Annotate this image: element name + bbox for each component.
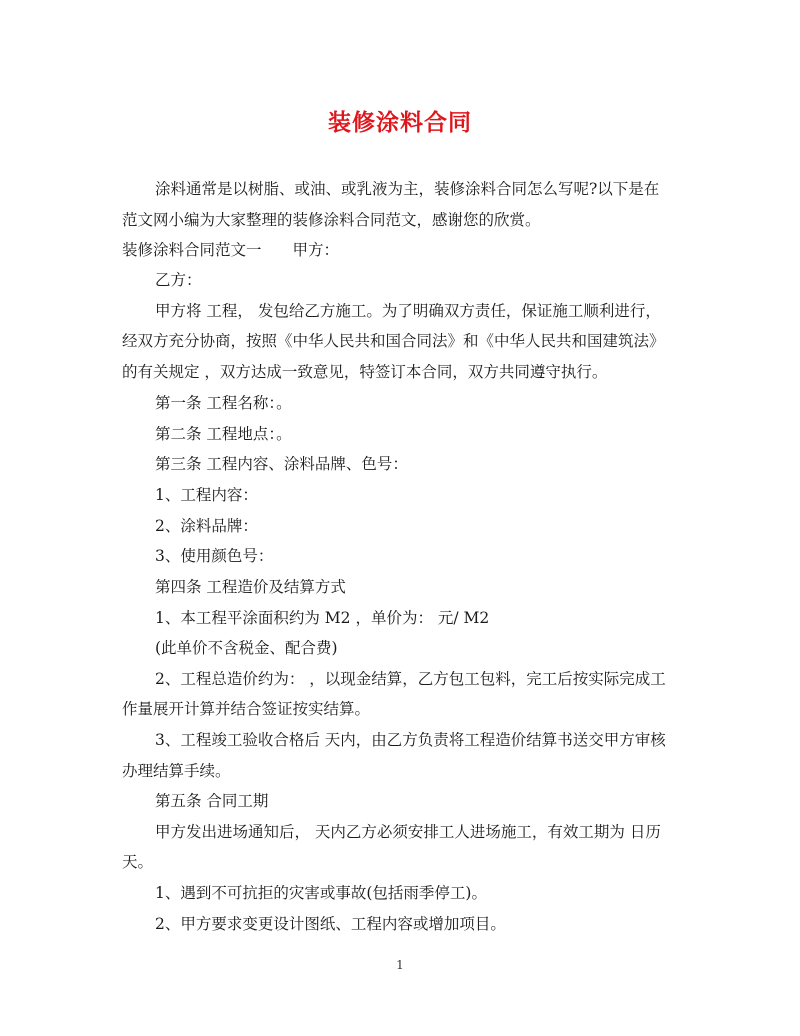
paragraph-line: 甲方发出进场通知后， 天内乙方必须安排工人进场施工，有效工期为 日历 — [155, 823, 661, 841]
paragraph-line: 第一条 工程名称：。 — [155, 394, 292, 412]
paragraph-line: 1、遇到不可抗拒的灾害或事故(包括雨季停工)。 — [155, 884, 487, 902]
paragraph-line: 办理结算手续。 — [122, 762, 231, 780]
paragraph-line: 涂料通常是以树脂、或油、或乳液为主，装修涂料合同怎么写呢?以下是在 — [155, 180, 660, 198]
paragraph-line: 1、工程内容： — [155, 486, 258, 504]
paragraph-line: 第二条 工程地点：。 — [155, 425, 292, 443]
paragraph-line: 甲方将 工程， 发包给乙方施工。为了明确双方责任，保证施工顺利进行， — [155, 302, 661, 320]
paragraph-line: 2、工程总造价约为： ，以现金结算，乙方包工包料，完工后按实际完成工 — [155, 670, 666, 688]
paragraph-line: 乙方： — [155, 271, 202, 289]
paragraph-line: 作量展开计算并结合签证按实结算。 — [122, 700, 371, 718]
paragraph-line: 第三条 工程内容、涂料品牌、色号： — [155, 455, 408, 473]
paragraph-line: 1、本工程平涂面积约为 M2 ，单价为： 元/ M2 — [155, 609, 490, 627]
paragraph-line: 天。 — [122, 853, 154, 871]
paragraph-line: 经双方充分协商，按照《中华人民共和国合同法》和《中华人民共和国建筑法》 — [122, 332, 665, 350]
paragraph-line: 2、涂料品牌： — [155, 517, 258, 535]
page-number: 1 — [396, 958, 404, 972]
paragraph-line: 3、工程竣工验收合格后 天内，由乙方负责将工程造价结算书送交甲方审核 — [155, 731, 666, 749]
paragraph-line: 3、使用颜色号： — [155, 547, 274, 565]
paragraph-line: 的有关规定 ，双方达成一致意见，特签订本合同，双方共同遵守执行。 — [122, 363, 608, 381]
paragraph-line: 范文网小编为大家整理的装修涂料合同范文，感谢您的欣赏。 — [122, 211, 541, 229]
paragraph-line: 2、甲方要求变更设计图纸、工程内容或增加项目。 — [155, 915, 506, 933]
paragraph-line: 第五条 合同工期 — [155, 792, 269, 810]
document-title: 装修涂料合同 — [328, 110, 472, 136]
paragraph-line: (此单价不含税金、配合费) — [155, 639, 338, 657]
paragraph-line: 第四条 工程造价及结算方式 — [155, 578, 346, 596]
paragraph-line: 装修涂料合同范文一 甲方： — [122, 241, 340, 259]
